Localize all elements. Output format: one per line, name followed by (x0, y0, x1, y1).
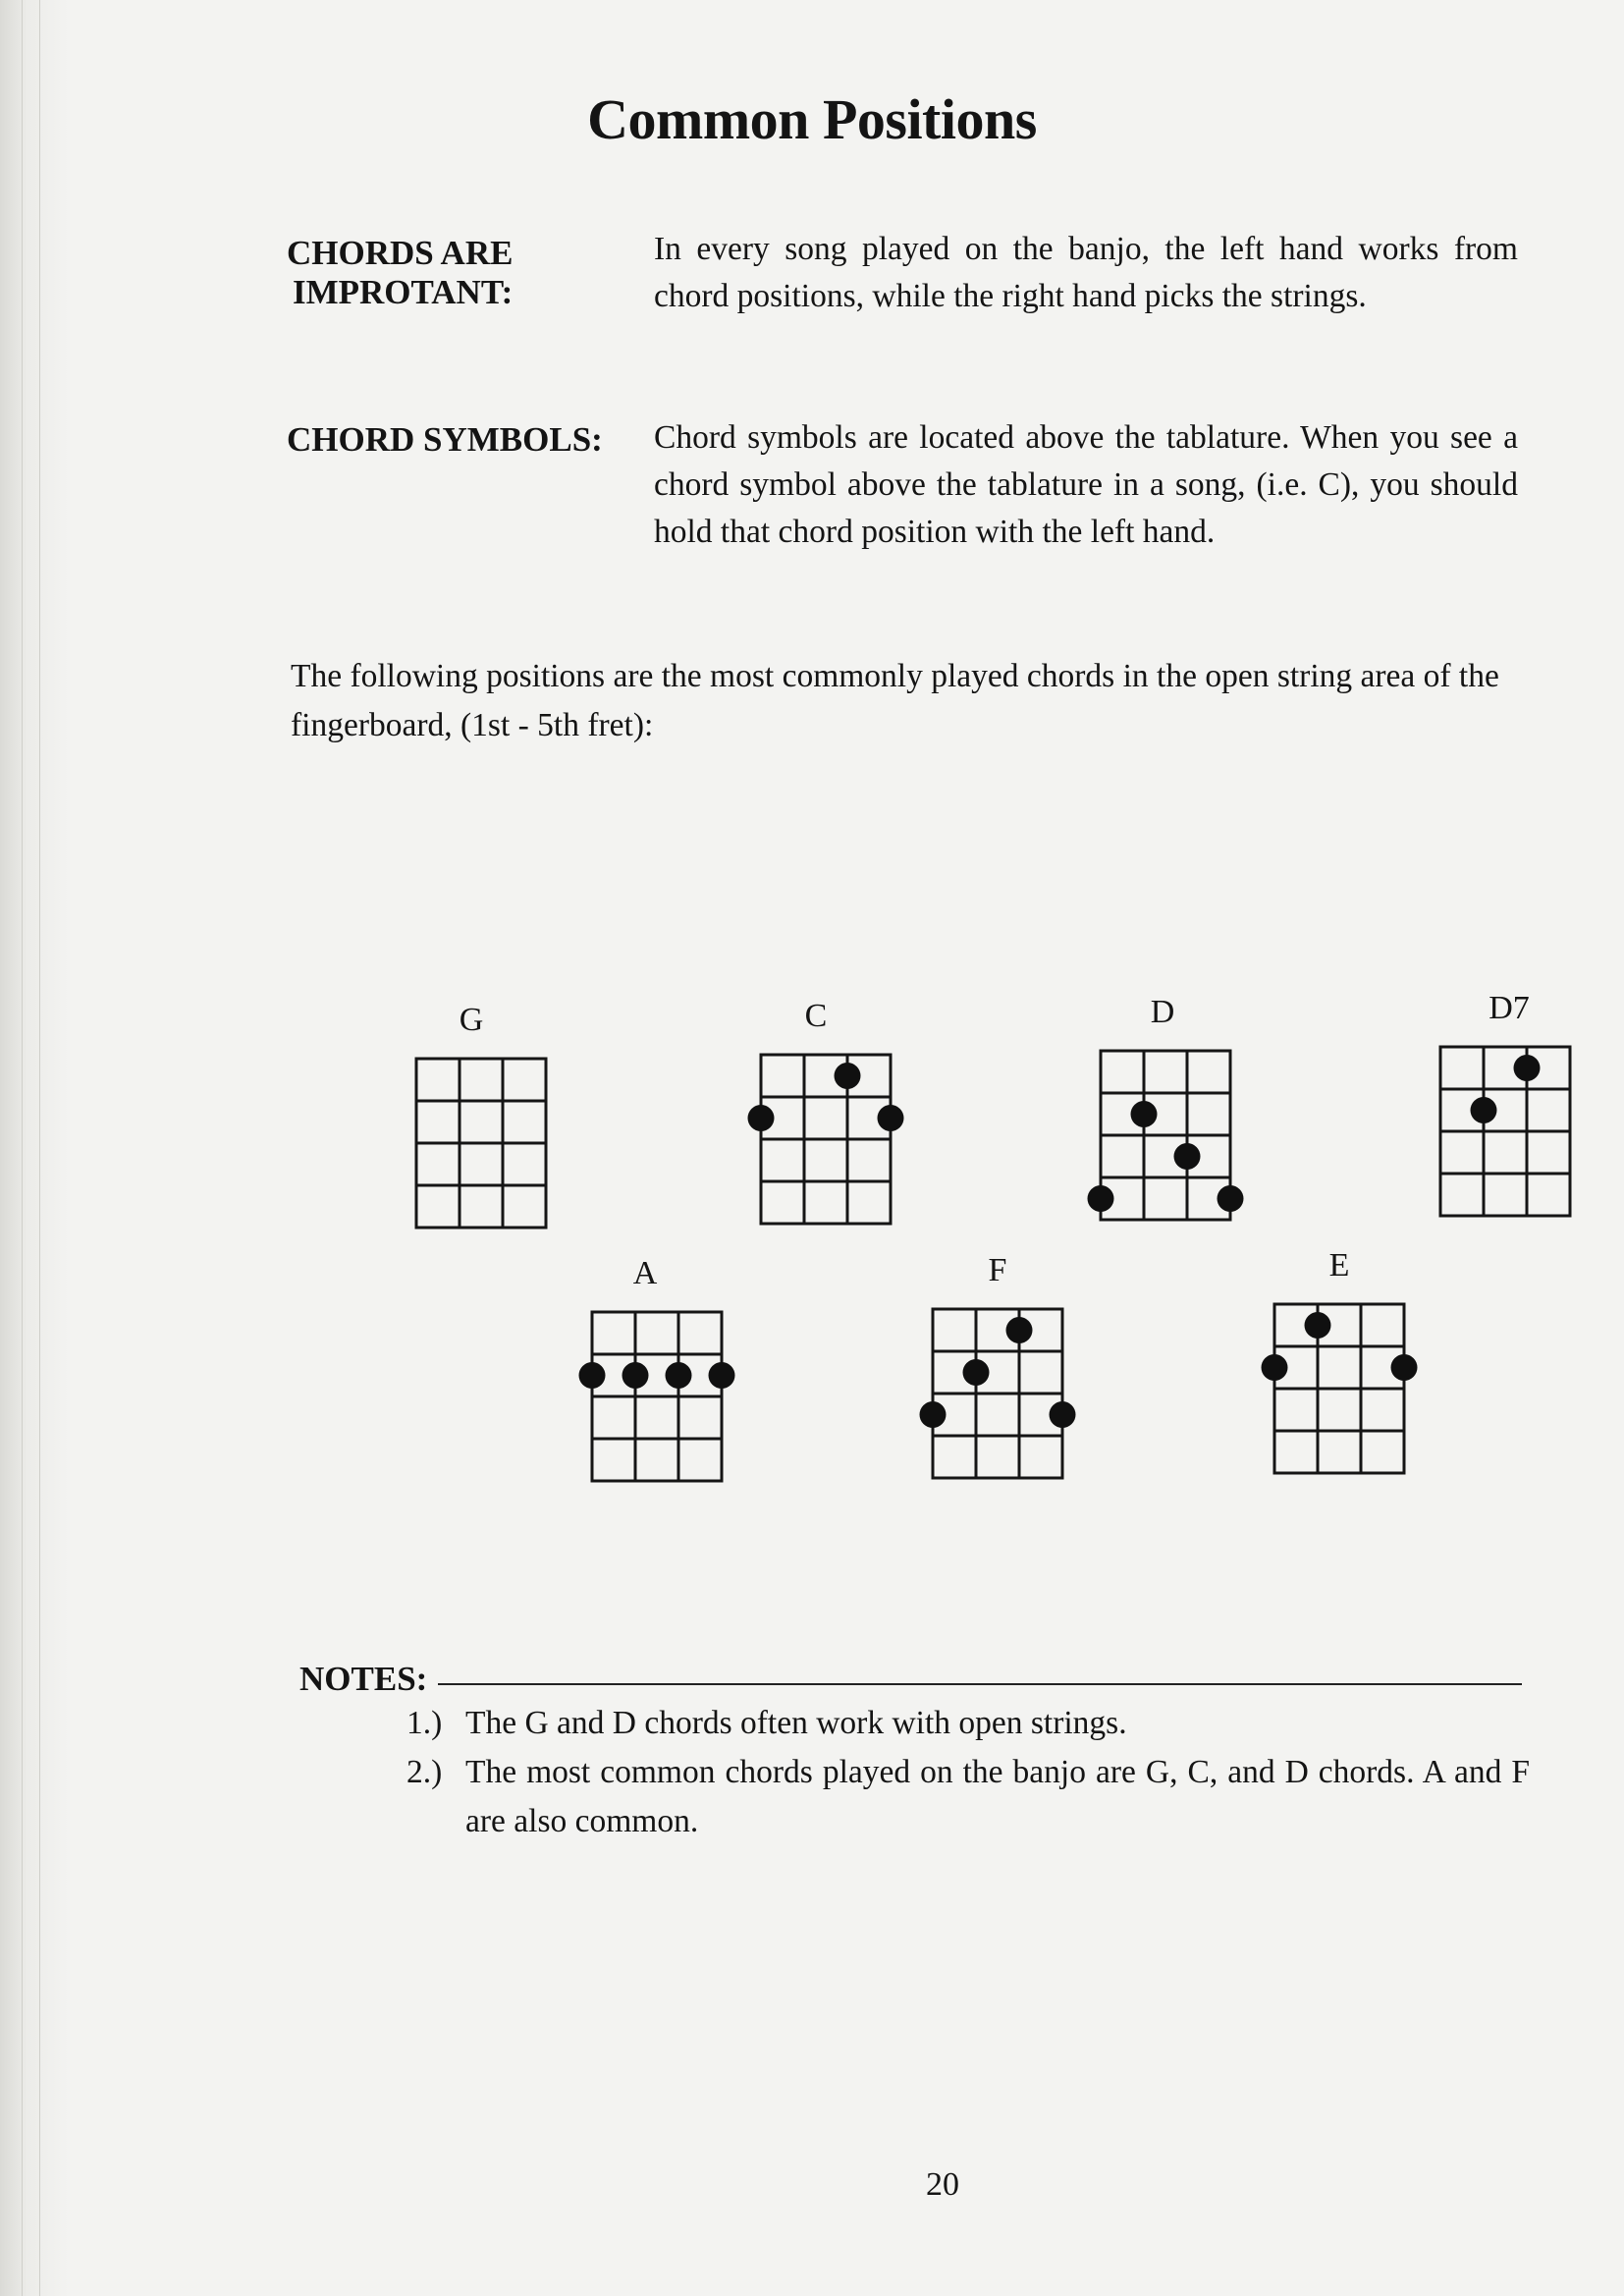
chord-label-f: F (988, 1252, 1007, 1288)
chord-diagram-f (913, 1289, 1082, 1498)
intro-paragraph: The following positions are the most commonly played chords in the open string area of the fingerboard, (1st - 5th fret): (291, 658, 1499, 743)
chord-diagram-g (397, 1039, 566, 1247)
finger-dot (1305, 1312, 1331, 1339)
term-chord-symbols (287, 420, 603, 460)
chord-diagram-e (1255, 1285, 1424, 1493)
page-title: Common Positions (587, 87, 1037, 151)
definition-chord-symbols: Chord symbols are located above the tablature. When you see a chord symbol above the tablature in a song, (i.e. C), you should hold that chord position with the left hand. (654, 419, 1518, 550)
chord-label-g: G (459, 1002, 484, 1038)
finger-dot (963, 1359, 990, 1386)
binding-line (22, 0, 23, 2296)
finger-dot (835, 1063, 861, 1089)
finger-dot (1088, 1185, 1114, 1212)
term-line: CHORD SYMBOLS: (287, 420, 603, 459)
chord-label-c: C (804, 998, 828, 1034)
chord-label-a: A (632, 1255, 658, 1291)
chord-diagram-c (741, 1035, 910, 1243)
finger-dot (1471, 1097, 1497, 1123)
notes-rule (438, 1683, 1522, 1685)
finger-dot (666, 1362, 692, 1389)
finger-dot (1514, 1055, 1541, 1081)
finger-dot (579, 1362, 606, 1389)
binding-line (39, 0, 40, 2296)
page-binding-shadow (0, 0, 69, 2296)
note-text: The most common chords played on the banjo are G, C, and D chords. A and F are also common. (465, 1754, 1530, 1839)
finger-dot (623, 1362, 649, 1389)
note-number: 2.) (406, 1754, 443, 1790)
finger-dot (1218, 1185, 1244, 1212)
finger-dot (920, 1401, 947, 1428)
finger-dot (1050, 1401, 1076, 1428)
finger-dot (1006, 1317, 1033, 1343)
chord-diagram-a (572, 1292, 741, 1501)
chord-label-d: D (1150, 994, 1175, 1030)
finger-dot (1391, 1354, 1418, 1381)
term-line: IMPROTANT: (293, 273, 514, 311)
chord-label-d7: D7 (1489, 990, 1530, 1026)
chord-diagram-d (1081, 1031, 1250, 1239)
finger-dot (878, 1105, 904, 1131)
definition-chords-are-important: In every song played on the banjo, the left hand works from chord positions, while the right hand picks the strings. (654, 231, 1518, 314)
finger-dot (709, 1362, 735, 1389)
finger-dot (1174, 1143, 1201, 1170)
chord-diagram-d7 (1421, 1027, 1590, 1235)
note-number: 1.) (406, 1705, 443, 1741)
finger-dot (1131, 1101, 1158, 1127)
page-number: 20 (926, 2166, 959, 2203)
term-chords-are-important (287, 234, 513, 312)
term-line: CHORDS ARE (287, 234, 514, 272)
note-text: The G and D chords often work with open strings. (465, 1705, 1127, 1741)
finger-dot (748, 1105, 775, 1131)
chord-label-e: E (1328, 1247, 1350, 1284)
finger-dot (1262, 1354, 1288, 1381)
notes-label: NOTES: (299, 1660, 428, 1698)
